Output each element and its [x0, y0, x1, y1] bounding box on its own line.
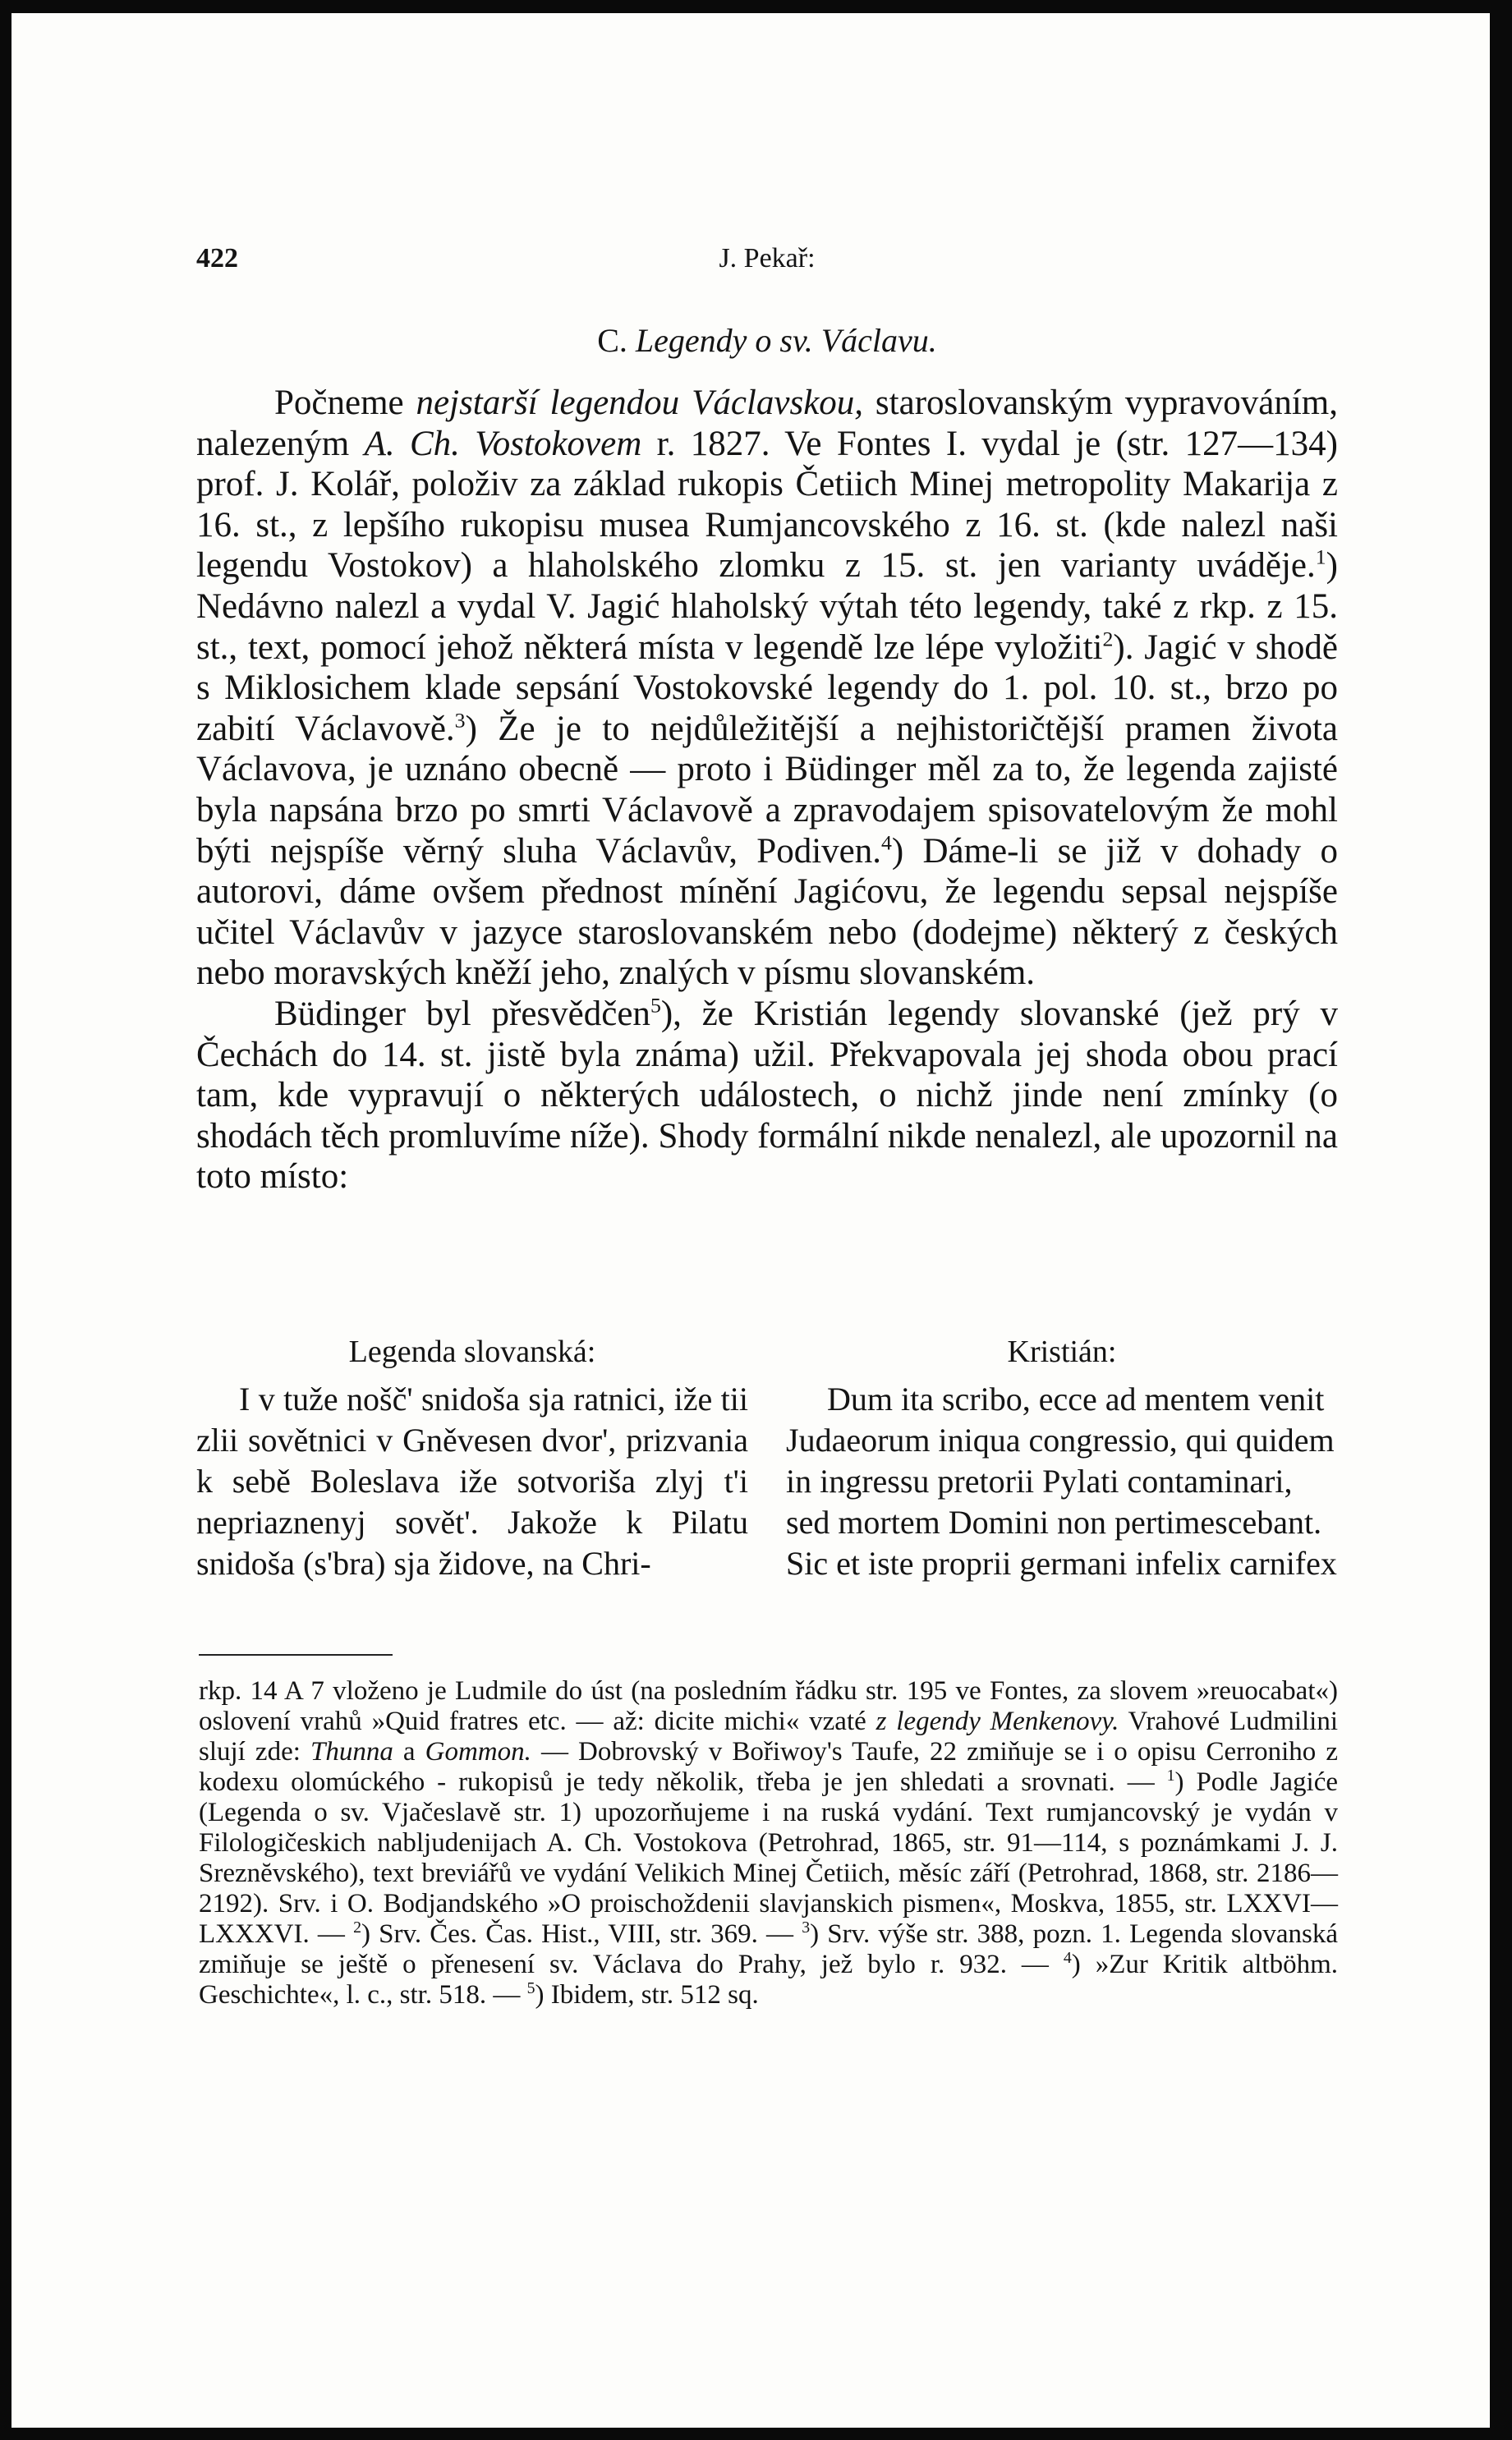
- italic-run: nejstarší legendou Václavskou,: [416, 384, 864, 422]
- text-run: ) Srv. Čes. Čas. Hist., VIII, str. 369. —: [361, 1919, 802, 1949]
- italic-run: A. Ch. Vostokovem: [364, 424, 642, 463]
- text-run: rkp. 14 A 7 vloženo je Ludmile do úst (na posledním řádku str. 195 ve Fontes, za slovem »reuocabat«) oslovení vrahů »Quid fratres etc. — až: dicite michi« vzaté: [199, 1676, 1338, 1736]
- italic-run: Gommon.: [425, 1737, 531, 1767]
- text-run: ) Dáme-li se již v dohady o autorovi, dáme ovšem přednost mínění Jagićovu, že legendu sepsal nejspíše učitel Václavův v jazyce staroslovanském nebo (dodejme) některý z českých nebo moravských kněží jeho, znalých v písmu slovanském.: [196, 831, 1339, 993]
- text-run: Vrahové Ludmilini slují zde:: [199, 1707, 1338, 1767]
- paragraph-2: [196, 994, 1338, 1197]
- italic-run: z legendy Menkenovy.: [875, 1707, 1119, 1736]
- footnote-number: 5: [526, 1979, 535, 1997]
- text-run: ) Nedávno nalezl a vydal V. Jagić hlaholský výtah této legendy, také z rkp. z 15. st., text, pomocí jehož některá místa v legendě lze lépe vyložiti: [196, 546, 1338, 667]
- footnote-number: 4: [1063, 1949, 1072, 1967]
- text-run: Büdinger byl přesvědčen: [274, 994, 650, 1033]
- text-run: r. 1827. Ve Fontes I. vydal je (str. 127—134) prof. J. Kolář, položiv za základ rukopis Četiich Minej metropolity Makarija z 16. st., z lepšího rukopisu musea Rumjancovského z 16. st. (kde nalezl naši legendu Vostokov) a hlaholského zlomku z 15. st. jen varianty uváděje.: [196, 424, 1338, 586]
- left-column-text: I v tuže nošč' snidoša sja ratnici, iže tii zlii sovětnici v Gněvesen dvor', prizvania k sebě Boleslava iže sotvoriša zlyj t'i nepriaznenyj sovět'. Jakože k Pilatu snidoša (s'bra) sja židove, na Chri-: [196, 1381, 748, 1582]
- right-column: [786, 1379, 1338, 1584]
- section-title: [196, 321, 1338, 360]
- text-run: ) Srv. výše str. 388, pozn. 1. Legenda slovanská zmiňuje se ještě o přenesení sv. Václava do Prahy, jež bylo r. 932. —: [199, 1919, 1339, 1979]
- right-column-title: Kristián:: [1007, 1335, 1117, 1369]
- footnote-ref: 4: [881, 830, 892, 855]
- footnotes: [199, 1676, 1338, 2010]
- left-column-title: Legenda slovanská:: [348, 1335, 596, 1369]
- footnote-divider: [199, 1654, 393, 1656]
- text-run: ) »Zur Kritik altböhm. Geschichte«, l. c., str. 518. —: [199, 1950, 1338, 2010]
- running-head: J. Pekař:: [719, 243, 816, 273]
- footnote-ref: 3: [454, 708, 466, 733]
- text-run: ) Ibidem, str. 512 sq.: [535, 1980, 759, 2010]
- footnote-number: 1: [1166, 1767, 1175, 1785]
- italic-run: Thunna: [310, 1737, 393, 1767]
- page-header: [196, 243, 1338, 284]
- footnote-number: 2: [353, 1918, 361, 1937]
- right-column-text: Dum ita scribo, ecce ad mentem venit Judaeorum iniqua congressio, qui quidem in ingressu pretorii Pylati contaminari, sed mortem Domini non pertimescebant. Sic et iste proprii germani infelix carnifex: [786, 1381, 1337, 1582]
- text-run: ), že Kristián legendy slovanské (jež prý v Čechách do 14. st. jistě byla známa) užil. Překvapovala jej shoda obou prací tam, kde vypravují o některých událostech, o nichž jinde není zmínky (o shodách těch promluvíme níže). Shody formální nikde nenalezl, ale upozornil na toto místo:: [196, 994, 1339, 1197]
- footnote-ref: 2: [1102, 627, 1114, 651]
- paragraph-1: [196, 383, 1338, 994]
- text-run: — Dobrovský v Bořiwoy's Taufe, 22 zmiňuje se i o opisu Cerroniho z kodexu olomúckého - rukopisů je tedy několik, třeba je jen shledati a srovnati. —: [199, 1737, 1338, 1797]
- footnote-text: [199, 1676, 1338, 2010]
- section-letter: C.: [597, 322, 636, 359]
- main-text: [196, 383, 1338, 1197]
- section-title-text: Legendy o sv. Václavu.: [635, 322, 937, 359]
- footnote-ref: 5: [650, 993, 661, 1018]
- text-run: a: [393, 1737, 425, 1767]
- text-run: Počneme: [274, 384, 416, 422]
- text-run: ) Že je to nejdůležitější a nejhistoričtější pramen života Václavova, je uznáno obecně — proto i Büdinger měl za to, že legenda zajisté byla napsána brzo po smrti Václavově a zpravodajem spisovatelovým že mohl býti nejspíše věrný sluha Václavův, Podiven.: [196, 709, 1338, 871]
- book-page: [11, 13, 1490, 2428]
- text-run: staroslovanským vypravováním, nalezeným: [196, 384, 1338, 463]
- page-number: 422: [196, 243, 238, 273]
- footnote-ref: 1: [1315, 545, 1326, 570]
- footnote-number: 3: [802, 1918, 811, 1937]
- text-run: ) Podle Jagiće (Legenda o sv. Vjačeslavě str. 1) upozorňujeme i na ruská vydání. Text rumjancovský je vydán v Filologičeskich nabljudenijach A. Ch. Vostokova (Petrohrad, 1865, str. 91—114, s poznámkami J. J. Sreznĕvského), text breviářů ve vydání Velikich Minej Četiich, měsíc září (Petrohrad, 1868, str. 2186—2192). Srv. i O. Bodjandského »O proischoždenii slavjanskich pismen«, Moskva, 1855, str. LXXVI—LXXXVI. —: [199, 1767, 1338, 1949]
- left-column: [196, 1379, 748, 1584]
- text-run: ). Jagić v shodě s Miklosichem klade sepsání Vostokovské legendy do 1. pol. 10. st., brzo po zabití Václavově.: [196, 627, 1339, 748]
